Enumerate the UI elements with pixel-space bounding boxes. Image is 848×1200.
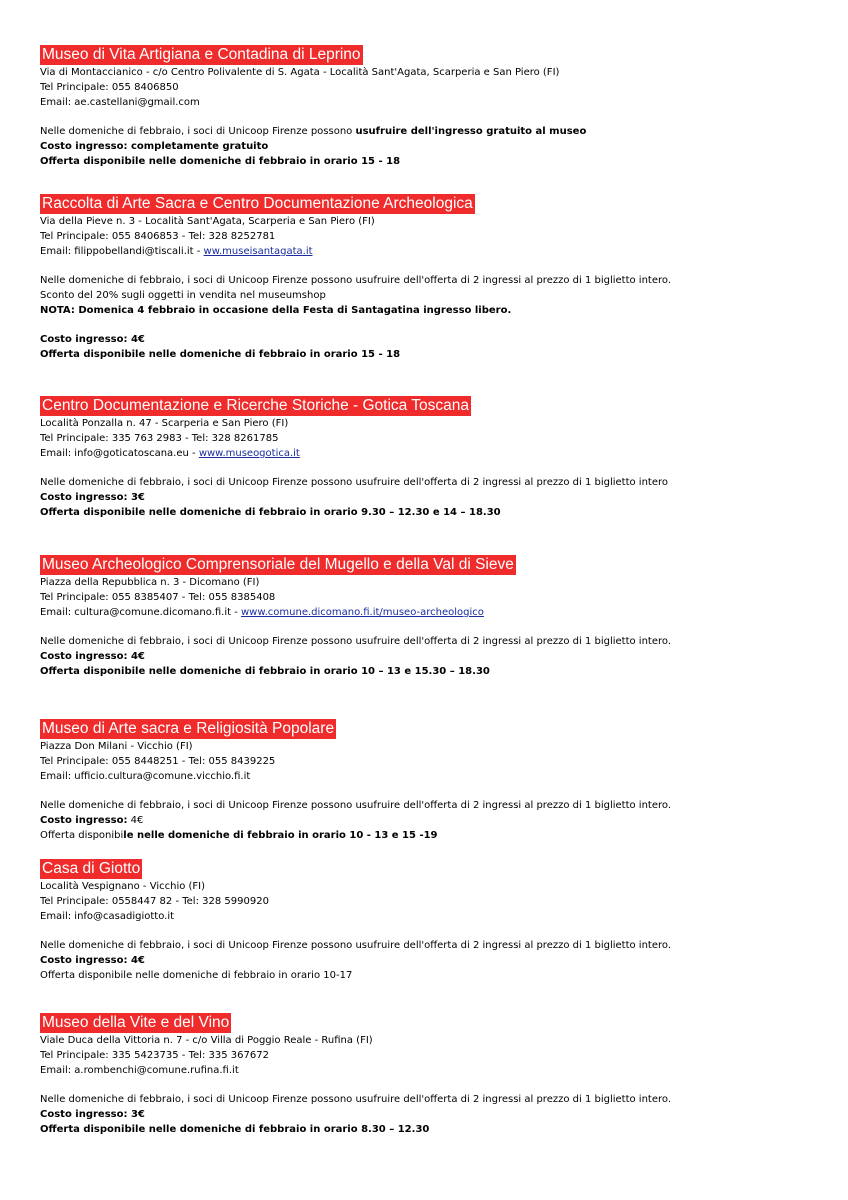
note: NOTA: Domenica 4 febbraio in occasione della Festa di Santagatina ingresso libero. <box>40 305 512 316</box>
museum-email: Email: info@goticatoscana.eu - www.museogotica.it <box>40 448 300 459</box>
museum-address: Piazza della Repubblica n. 3 - Dicomano (FI) <box>40 577 260 588</box>
offer-hours: Offerta disponibile nelle domeniche di febbraio in orario 10 - 13 e 15 -19 <box>40 830 438 841</box>
entry-cost: Costo ingresso: 3€ <box>40 1109 145 1120</box>
museum-address: Via della Pieve n. 3 - Località Sant'Agata, Scarperia e San Piero (FI) <box>40 216 375 227</box>
museum-phone: Tel Principale: 055 8406850 <box>40 82 179 93</box>
offer-hours: Offerta disponibile nelle domeniche di febbraio in orario 10 – 13 e 15.30 – 18.30 <box>40 666 490 677</box>
museum-website-link[interactable]: ww.museisantagata.it <box>203 246 313 257</box>
museum-email: Email: info@casadigiotto.it <box>40 911 175 922</box>
museum-address: Viale Duca della Vittoria n. 7 - c/o Villa di Poggio Reale - Rufina (FI) <box>40 1035 373 1046</box>
museum-address: Località Vespignano - Vicchio (FI) <box>40 881 206 892</box>
offer-hours: Offerta disponibile nelle domeniche di febbraio in orario 10-17 <box>40 970 353 981</box>
shop-discount: Sconto del 20% sugli oggetti in vendita nel museumshop <box>40 290 326 301</box>
museum-phone: Tel Principale: 055 8406853 - Tel: 328 8252781 <box>40 231 276 242</box>
museum-address: Via di Montaccianico - c/o Centro Polivalente di S. Agata - Località Sant'Agata, Scarperia e San Piero (FI) <box>40 67 560 78</box>
entry-cost: Costo ingresso: 3€ <box>40 492 145 503</box>
entry-cost: Costo ingresso: completamente gratuito <box>40 141 269 152</box>
museum-email: Email: a.rombenchi@comune.rufina.fi.it <box>40 1065 239 1076</box>
museum-email: Email: ae.castellani@gmail.com <box>40 97 200 108</box>
museum-section <box>40 1012 800 1137</box>
museum-section <box>40 718 800 843</box>
museum-section <box>40 44 800 169</box>
museum-title: Centro Documentazione e Ricerche Storiche - Gotica Toscana <box>42 397 470 414</box>
museum-title: Raccolta di Arte Sacra e Centro Documentazione Archeologica <box>42 195 473 212</box>
museum-section <box>40 858 800 983</box>
museum-phone: Tel Principale: 055 8448251 - Tel: 055 8439225 <box>40 756 276 767</box>
museum-website-link[interactable]: www.museogotica.it <box>198 448 300 459</box>
offer-description: Nelle domeniche di febbraio, i soci di Unicoop Firenze possono usufruire dell'offerta di 2 ingressi al prezzo di 1 biglietto intero. <box>40 636 672 647</box>
museum-title: Museo Archeologico Comprensoriale del Mugello e della Val di Sieve <box>42 556 514 573</box>
offer-description: Nelle domeniche di febbraio, i soci di Unicoop Firenze possono usufruire dell'offerta di 2 ingressi al prezzo di 1 biglietto intero <box>40 477 669 488</box>
museum-title: Museo della Vite e del Vino <box>42 1014 230 1031</box>
entry-cost: Costo ingresso: 4€ <box>40 815 144 826</box>
offer-hours: Offerta disponibile nelle domeniche di febbraio in orario 9.30 – 12.30 e 14 – 18.30 <box>40 507 501 518</box>
museum-title: Casa di Giotto <box>42 860 141 877</box>
museum-phone: Tel Principale: 055 8385407 - Tel: 055 8385408 <box>40 592 276 603</box>
offer-hours: Offerta disponibile nelle domeniche di febbraio in orario 8.30 – 12.30 <box>40 1124 430 1135</box>
museum-address: Piazza Don Milani - Vicchio (FI) <box>40 741 193 752</box>
museum-address: Località Ponzalla n. 47 - Scarperia e San Piero (FI) <box>40 418 289 429</box>
museum-phone: Tel Principale: 335 5423735 - Tel: 335 367672 <box>40 1050 269 1061</box>
entry-cost: Costo ingresso: 4€ <box>40 955 145 966</box>
museum-section <box>40 554 800 679</box>
offer-description: Nelle domeniche di febbraio, i soci di Unicoop Firenze possono usufruire dell'offerta di 2 ingressi al prezzo di 1 biglietto intero. <box>40 1094 672 1105</box>
offer-description: Nelle domeniche di febbraio, i soci di Unicoop Firenze possono usufruire dell'ingresso gratuito al museo <box>40 126 587 137</box>
offer-hours: Offerta disponibile nelle domeniche di febbraio in orario 15 - 18 <box>40 349 401 360</box>
museum-title: Museo di Vita Artigiana e Contadina di Leprino <box>42 46 361 63</box>
offer-description: Nelle domeniche di febbraio, i soci di Unicoop Firenze possono usufruire dell'offerta di 2 ingressi al prezzo di 1 biglietto intero. <box>40 275 672 286</box>
museum-phone: Tel Principale: 335 763 2983 - Tel: 328 8261785 <box>40 433 279 444</box>
museum-email: Email: filippobellandi@tiscali.it - ww.museisantagata.it <box>40 246 313 257</box>
offer-description: Nelle domeniche di febbraio, i soci di Unicoop Firenze possono usufruire dell'offerta di 2 ingressi al prezzo di 1 biglietto intero. <box>40 800 672 811</box>
museum-section <box>40 193 800 362</box>
museum-title: Museo di Arte sacra e Religiosità Popolare <box>42 720 335 737</box>
entry-cost: Costo ingresso: 4€ <box>40 334 145 345</box>
offer-description: Nelle domeniche di febbraio, i soci di Unicoop Firenze possono usufruire dell'offerta di 2 ingressi al prezzo di 1 biglietto intero. <box>40 940 672 951</box>
museum-phone: Tel Principale: 0558447 82 - Tel: 328 5990920 <box>40 896 269 907</box>
offer-hours: Offerta disponibile nelle domeniche di febbraio in orario 15 - 18 <box>40 156 401 167</box>
museum-email: Email: ufficio.cultura@comune.vicchio.fi.it <box>40 771 251 782</box>
museum-email: Email: cultura@comune.dicomano.fi.it - www.comune.dicomano.fi.it/museo-archeologico <box>40 607 484 618</box>
museum-website-link[interactable]: www.comune.dicomano.fi.it/museo-archeologico <box>240 607 484 618</box>
entry-cost: Costo ingresso: 4€ <box>40 651 145 662</box>
museum-section <box>40 395 800 520</box>
